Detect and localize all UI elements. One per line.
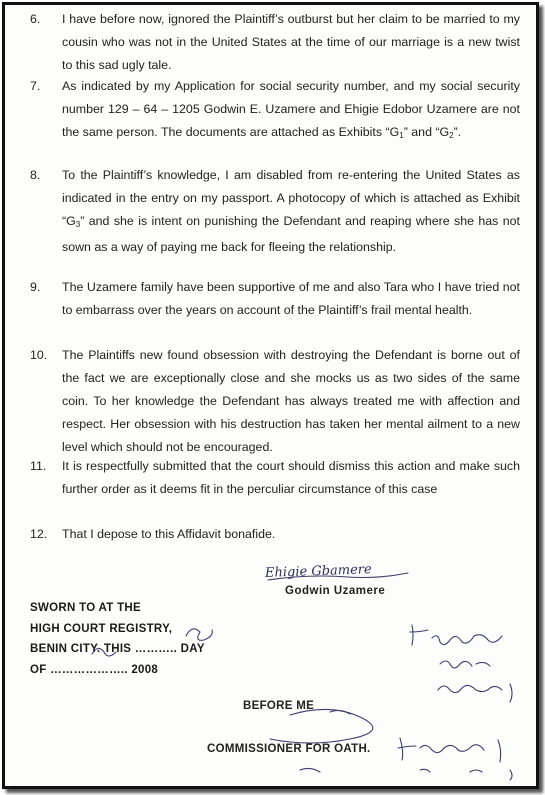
subscript: 3 xyxy=(75,220,81,229)
text-part: As indicated by my Application for social security number, and my social security number 129 – 64 – 1205 Godwin E. Uzamere and Ehigie Edobor Uzamere are not the same person. The documents are attached as Exhibits “G xyxy=(62,79,520,139)
commissioner-signature xyxy=(270,709,373,743)
paragraph-number: 7. xyxy=(30,79,41,93)
month-scribble xyxy=(92,648,116,656)
paragraph-text: The Uzamere family have been supportive of me and also Tara who I have tried not to embarrass over the years on account of the Plaintiff’s frail mental health. xyxy=(62,280,520,317)
deponent-name: Godwin Uzamere xyxy=(285,585,386,597)
commissioner-signature-stroke xyxy=(330,710,350,714)
paragraph-number: 6. xyxy=(30,12,41,26)
commissioner-label: COMMISSIONER FOR OATH. xyxy=(207,743,371,755)
deponent-signature: Ehigie Gbamere xyxy=(264,562,372,581)
text-part: ”. xyxy=(453,125,462,139)
text-part: ” and “G xyxy=(403,125,450,139)
subscript: 2 xyxy=(449,131,454,140)
day-scribble xyxy=(186,629,212,641)
text-part: ” and she is intent on punishing the Defendant and reaping where she has not sown as a way of paying me back for fleeing the relationship. xyxy=(62,214,520,254)
margin-note-2 xyxy=(440,661,490,668)
paragraph-number: 10. xyxy=(30,348,48,362)
paragraph-number: 12. xyxy=(30,527,48,541)
text-part: To the Plaintiff’s knowledge, I am disabled from re-entering the United States as indicated in the entry on my passport. A photocopy of which is attached as Exhibit “G xyxy=(62,168,520,228)
paragraph-text: That I depose to this Affidavit bonafide. xyxy=(62,527,276,541)
margin-note-1 xyxy=(410,625,502,645)
subscript: 1 xyxy=(399,131,404,140)
paragraph-number: 9. xyxy=(30,280,41,294)
paragraph-number: 8. xyxy=(30,168,41,182)
paragraph-number: 11. xyxy=(30,459,47,473)
paragraph-text: The Plaintiffs new found obsession with destroying the Defendant is borne out of the fact we are exceptionally close and she mocks us as two sides of the same coin. To her knowledge the Defendant has always treated me with affection and respect. Her obsession with his destruction has taken her mental ailment to a new level which should not be encouraged. xyxy=(62,348,520,454)
signature-flourish xyxy=(268,573,408,580)
before-me-label: BEFORE ME xyxy=(243,700,315,712)
margin-note-3 xyxy=(438,684,512,702)
paragraph-text: It is respectfully submitted that the court should dismiss this action and make such further order as it deems fit in the perculiar circumstance of this case xyxy=(62,459,520,496)
paragraph-text: I have before now, ignored the Plaintiff’s outburst but her claim to be married to my cousin who was not in the United States at the time of our marriage is a new twist to this sad ugly tale. xyxy=(62,12,520,72)
jurat-line: HIGH COURT REGISTRY, xyxy=(30,622,173,635)
jurat-line: OF ……………….. 2008 xyxy=(30,663,159,676)
margin-note-5 xyxy=(300,768,512,780)
margin-note-4 xyxy=(398,738,501,762)
jurat-line: BENIN CITY. THIS ……….. DAY xyxy=(30,643,205,655)
jurat-line: SWORN TO AT THE xyxy=(30,602,141,614)
